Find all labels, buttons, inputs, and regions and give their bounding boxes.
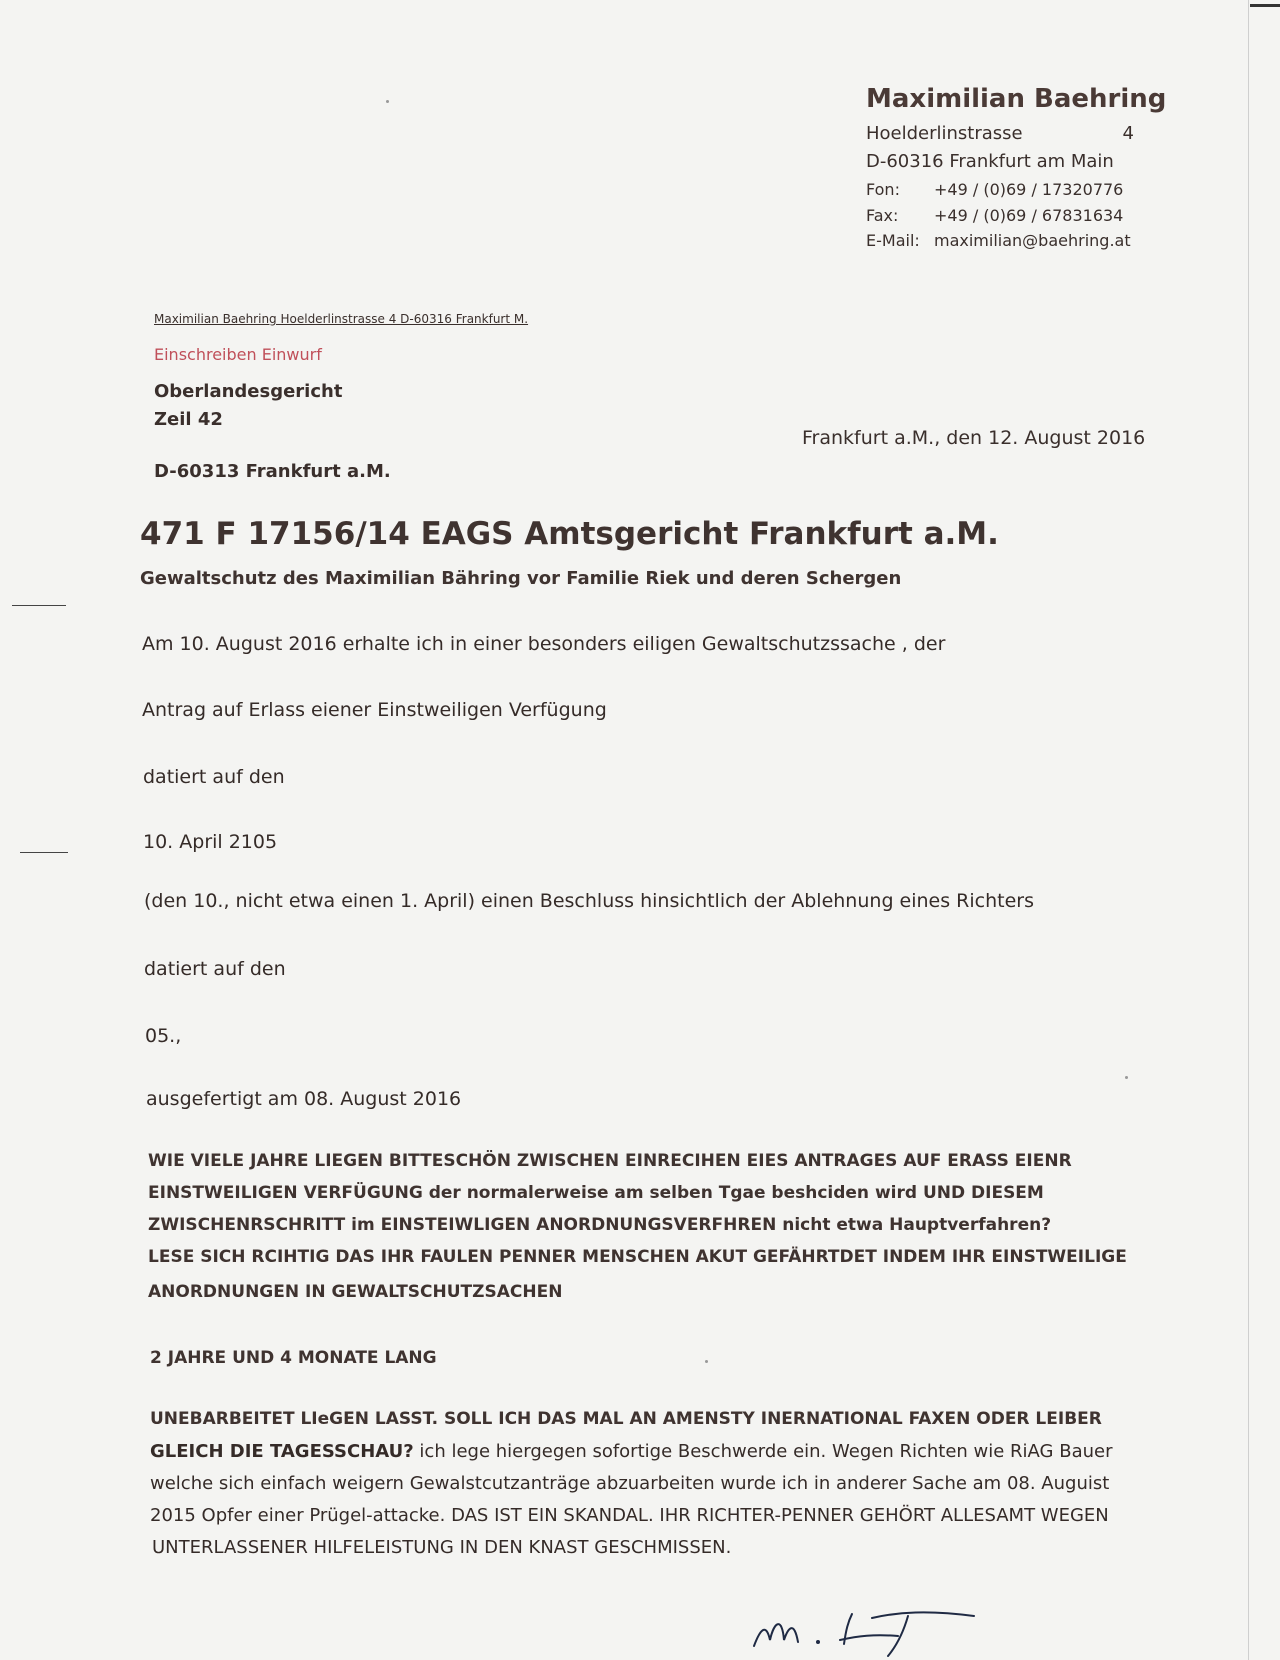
handwritten-signature: [748, 1600, 988, 1658]
caps-line: ANORDNUNGEN IN GEWALTSCHUTZSACHEN: [148, 1282, 563, 1302]
email-address: maximilian@baehring.at: [934, 231, 1131, 250]
punch-mark: [20, 852, 68, 853]
body-line: datiert auf den: [144, 958, 286, 980]
sender-phone-line: [866, 180, 1123, 199]
final-line-5: UNTERLASSENER HILFELEISTUNG IN DEN KNAST GESCHMISSEN.: [152, 1537, 732, 1558]
fold-mark: [12, 605, 66, 606]
scan-speck: [386, 100, 389, 103]
delivery-note: Einschreiben Einwurf: [154, 345, 322, 364]
final-line-1: UNEBARBEITET LIeGEN LASST. SOLL ICH DAS MAL AN AMENSTY INERNATIONAL FAXEN ODER LEIBER: [150, 1409, 1102, 1429]
subject-subline: Gewaltschutz des Maximilian Bähring vor Familie Riek und deren Schergen: [140, 568, 902, 589]
phone-number: +49 / (0)69 / 17320776: [934, 180, 1124, 199]
scan-edge: [1248, 0, 1249, 1660]
scan-speck: [1125, 1076, 1128, 1079]
subject-heading: 471 F 17156/14 EAGS Amtsgericht Frankfurt a.M.: [140, 516, 999, 552]
body-line: Antrag auf Erlass eiener Einstweiligen Verfügung: [142, 699, 607, 721]
scan-edge-top: [1250, 4, 1280, 7]
recipient-city: D-60313 Frankfurt a.M.: [154, 461, 391, 482]
recipient-street: Zeil 42: [154, 409, 223, 430]
return-address: Maximilian Baehring Hoelderlinstrasse 4 D-60316 Frankfurt M.: [154, 312, 529, 326]
body-line: 10. April 2105: [143, 831, 278, 853]
sender-street: Hoelderlinstrasse: [866, 123, 1023, 144]
sender-fax-line: [866, 206, 1123, 225]
final-line-2-bold: GLEICH DIE TAGESSCHAU?: [150, 1441, 414, 1462]
date-line: Frankfurt a.M., den 12. August 2016: [802, 427, 1146, 449]
recipient-name: Oberlandesgericht: [154, 381, 343, 402]
email-label: E-Mail:: [866, 231, 920, 250]
phone-label: Fon:: [866, 180, 900, 199]
scan-speck: [705, 1360, 708, 1363]
final-line-4-a: 2015 Opfer einer Prügel-attacke.: [150, 1505, 452, 1526]
caps-line: ZWISCHENRSCHRITT im EINSTEIWLIGEN ANORDNUNGSVERFHREN nicht etwa Hauptverfahren?: [148, 1215, 1052, 1235]
caps-line: WIE VIELE JAHRE LIEGEN BITTESCHÖN ZWISCHEN EINRECIHEN EIES ANTRAGES AUF ERASS EIENR: [148, 1151, 1072, 1171]
final-line-4-b: DAS IST EIN SKANDAL. IHR RICHTER-PENNER GEHÖRT ALLESAMT WEGEN: [451, 1505, 1109, 1526]
caps-line: EINSTWEILIGEN VERFÜGUNG der normalerweise am selben Tgae beshciden wird UND DIESEM: [148, 1183, 1044, 1203]
body-line: 05.,: [145, 1025, 182, 1047]
sender-street-line: [866, 123, 1134, 144]
sender-email-line: [866, 231, 1131, 250]
body-line: Am 10. August 2016 erhalte ich in einer besonders eiligen Gewaltschutzssache , der: [142, 633, 946, 655]
final-line-2: [150, 1436, 1112, 1468]
duration-line: 2 JAHRE UND 4 MONATE LANG: [150, 1348, 437, 1368]
body-line: datiert auf den: [143, 766, 285, 788]
final-line-4: [150, 1500, 1109, 1532]
fax-number: +49 / (0)69 / 67831634: [934, 206, 1124, 225]
sender-house-number: 4: [1122, 123, 1134, 144]
final-line-2-rest: ich lege hiergegen sofortige Beschwerde ein. Wegen Richten wie RiAG Bauer: [413, 1441, 1113, 1462]
caps-line: LESE SICH RCIHTIG DAS IHR FAULEN PENNER MENSCHEN AKUT GEFÄHRTDET INDEM IHR EINSTWEILIGE: [148, 1247, 1127, 1267]
fax-label: Fax:: [866, 206, 899, 225]
final-line-3: welche sich einfach weigern Gewalstcutzanträge abzuarbeiten wurde ich in anderer Sache am 08. Auguist: [150, 1473, 1110, 1494]
body-line: ausgefertigt am 08. August 2016: [146, 1088, 462, 1110]
body-line: (den 10., nicht etwa einen 1. April) einen Beschluss hinsichtlich der Ablehnung eines Richters: [144, 890, 1034, 912]
sender-name: Maximilian Baehring: [866, 84, 1167, 114]
sender-postal-city: D-60316 Frankfurt am Main: [866, 151, 1114, 172]
